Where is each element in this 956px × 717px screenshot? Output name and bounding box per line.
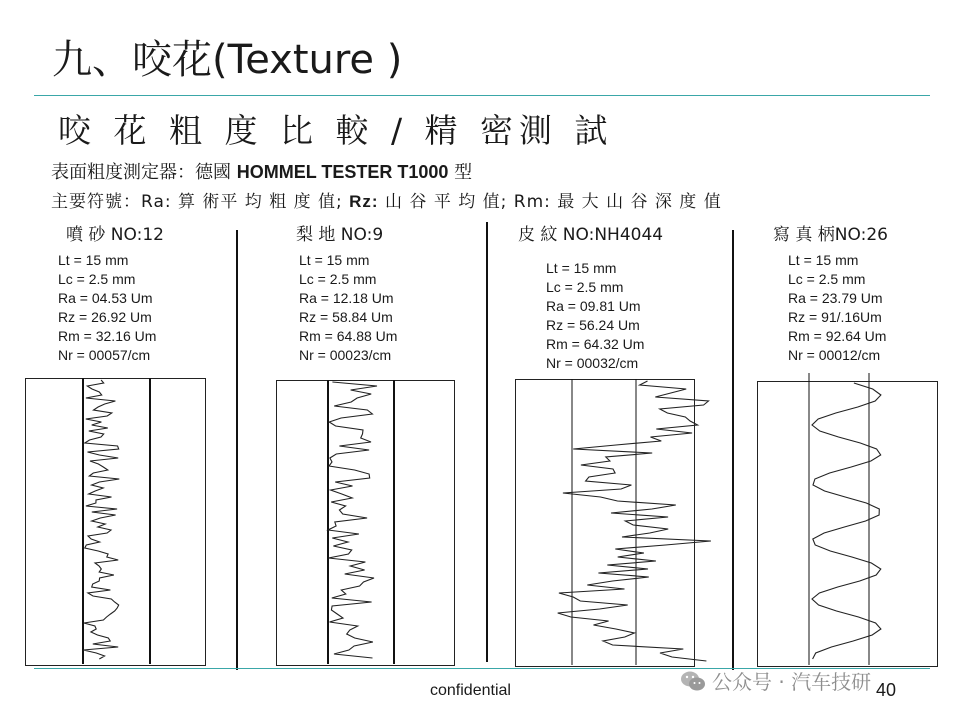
legend-ra-key: Ra:	[141, 192, 172, 212]
legend-rm-desc: 最 大 山 谷 深 度 值	[557, 192, 722, 212]
profile-trace	[558, 381, 711, 661]
param-lt: Lt = 15 mm	[58, 252, 129, 268]
device-label: 表面粗度測定器：德國	[51, 162, 237, 183]
param-lc: Lc = 2.5 mm	[299, 271, 377, 287]
slide-title: 九、咬花(Texture )	[52, 37, 403, 83]
watermark	[680, 666, 871, 695]
param-ra: Ra = 23.79 Um	[788, 290, 883, 306]
param-lt: Lt = 15 mm	[546, 260, 617, 276]
device-model: HOMMEL TESTER T1000	[236, 162, 449, 182]
param-nr: Nr = 00012/cm	[788, 347, 881, 363]
legend-prefix: 主要符號：	[51, 192, 141, 212]
param-rz: Rz = 91/.16Um	[788, 309, 882, 325]
profile-trace	[328, 382, 377, 658]
param-rm: Rm = 64.32 Um	[546, 336, 645, 352]
footer-confidential: confidential	[430, 682, 511, 699]
page-number: 40	[876, 680, 897, 700]
param-nr: Nr = 00023/cm	[299, 347, 392, 363]
param-ra: Ra = 04.53 Um	[58, 290, 153, 306]
param-nr: Nr = 00032/cm	[546, 355, 639, 371]
param-rm: Rm = 64.88 Um	[299, 328, 398, 344]
legend-rz-key: Rz:	[349, 192, 379, 211]
param-lc: Lc = 2.5 mm	[58, 271, 136, 287]
param-lc: Lc = 2.5 mm	[788, 271, 866, 287]
param-lc: Lc = 2.5 mm	[546, 279, 624, 295]
param-rz: Rz = 26.92 Um	[58, 309, 152, 325]
param-rm: Rm = 92.64 Um	[788, 328, 887, 344]
sample-title-leather-grain: 皮 紋 NO:NH4044	[518, 225, 664, 245]
param-ra: Ra = 12.18 Um	[299, 290, 394, 306]
wechat-icon	[680, 670, 706, 692]
sample-title-photo-pattern: 寫 真 柄NO:26	[773, 225, 888, 245]
param-nr: Nr = 00057/cm	[58, 347, 151, 363]
param-ra: Ra = 09.81 Um	[546, 298, 641, 314]
legend-rm-key: Rm:	[513, 192, 551, 212]
sample-title-sandblast: 噴 砂 NO:12	[66, 225, 164, 245]
param-lt: Lt = 15 mm	[299, 252, 370, 268]
device-suffix: 型	[448, 162, 473, 183]
watermark-text: 公众号 · 汽车技研	[712, 670, 872, 694]
section-subtitle: 咬 花 粗 度 比 較 / 精 密測 試	[58, 111, 614, 150]
profile-trace	[812, 383, 881, 659]
sample-title-pear-skin: 梨 地 NO:9	[296, 225, 384, 245]
profile-trace	[83, 380, 119, 659]
legend-ra-desc: 算 術平 均 粗 度 值;	[178, 192, 343, 212]
param-rz: Rz = 56.24 Um	[546, 317, 640, 333]
legend-rz-desc: 山 谷 平 均 值;	[385, 192, 508, 212]
param-lt: Lt = 15 mm	[788, 252, 859, 268]
param-rm: Rm = 32.16 Um	[58, 328, 157, 344]
param-rz: Rz = 58.84 Um	[299, 309, 393, 325]
